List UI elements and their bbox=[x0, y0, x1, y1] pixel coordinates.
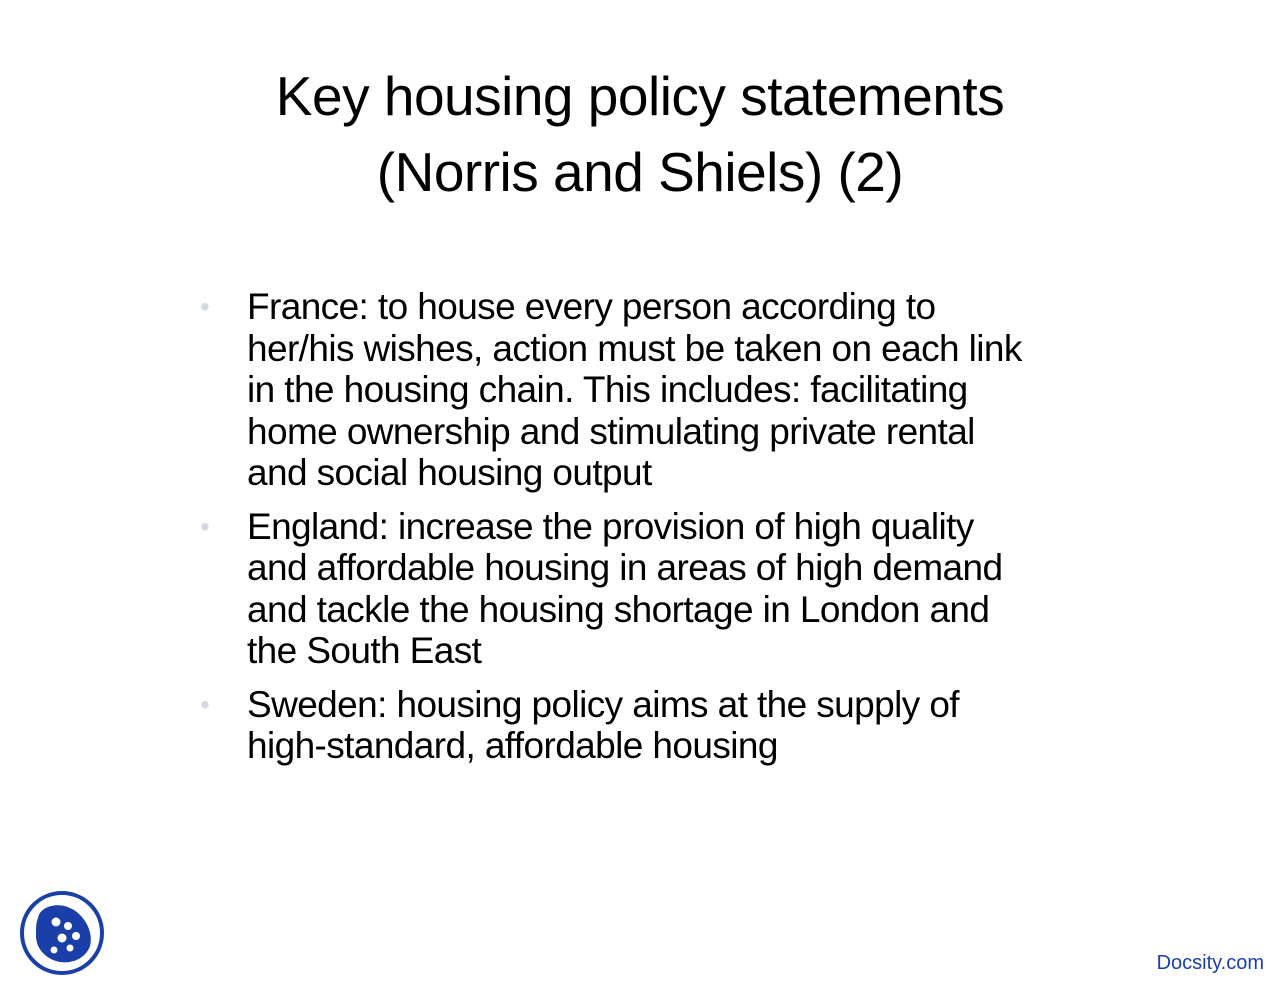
bullet-item-england bbox=[200, 506, 1140, 672]
bullet-line: and affordable housing in areas of high demand bbox=[247, 547, 1003, 588]
docsity-logo-icon bbox=[18, 888, 108, 978]
bullet-line: home ownership and stimulating private rental bbox=[247, 410, 975, 452]
bullet-line: England: increase the provision of high quality bbox=[247, 505, 974, 547]
bullet-list bbox=[200, 286, 1140, 779]
bullet-line: in the housing chain. This includes: facilitating bbox=[247, 369, 968, 410]
bullet-line: and tackle the housing shortage in London and bbox=[247, 588, 990, 630]
bullet-line: the South East bbox=[247, 630, 482, 671]
docsity-watermark[interactable]: Docsity.com bbox=[1156, 952, 1264, 974]
bullet-dot-icon: • bbox=[200, 510, 210, 542]
slide-title-line-2: (Norris and Shiels) (2) bbox=[376, 141, 904, 203]
bullet-item-sweden bbox=[200, 684, 1140, 767]
bullet-line: Sweden: housing policy aims at the supply of bbox=[247, 683, 959, 725]
bullet-item-france bbox=[200, 286, 1140, 494]
bullet-line: and social housing output bbox=[247, 452, 652, 493]
bullet-line: her/his wishes, action must be taken on each link bbox=[247, 327, 1022, 369]
bullet-line: high-standard, affordable housing bbox=[247, 725, 778, 766]
bullet-dot-icon: • bbox=[200, 688, 210, 720]
slide-title-line-1: Key housing policy statements bbox=[275, 65, 1005, 127]
slide-title bbox=[190, 58, 1090, 210]
bullet-dot-icon: • bbox=[200, 291, 210, 322]
bullet-line: France: to house every person according to bbox=[247, 286, 936, 327]
